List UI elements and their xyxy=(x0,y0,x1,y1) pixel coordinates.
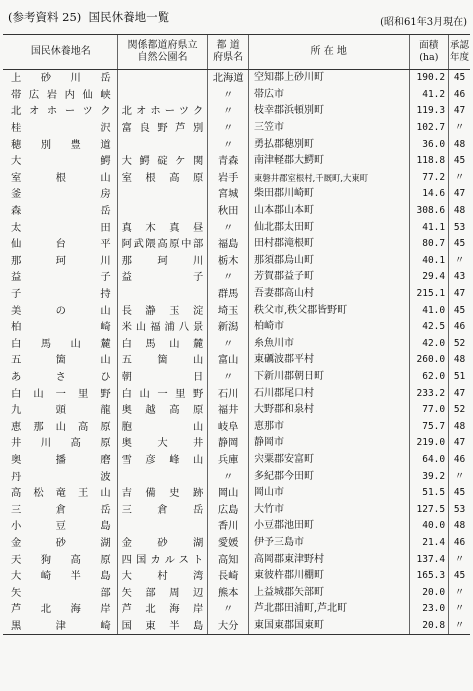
cell-area: 39.2 xyxy=(409,468,449,485)
cell-park-name: 那珂川 xyxy=(117,253,208,270)
cell-approval-year: 46 xyxy=(449,319,470,336)
table-row xyxy=(3,236,470,253)
cell-park-name: 胞山 xyxy=(117,418,208,435)
cell-location: 大野郡和泉村 xyxy=(248,402,409,419)
table-row xyxy=(3,269,470,286)
cell-park-name xyxy=(117,518,208,535)
cell-location: 宍粟郡安富町 xyxy=(248,452,409,469)
cell-park-name xyxy=(117,87,208,104)
cell-rest-area-name: あさひ xyxy=(11,370,111,383)
cell-rest-area-name: 黒津崎 xyxy=(3,618,117,635)
cell-area: 20.8 xyxy=(409,618,449,635)
cell-rest-area-name: 五箇山 xyxy=(11,354,111,367)
cell-rest-area-name: 北オホーツク xyxy=(11,105,111,118)
cell-park-name: 国東半島 xyxy=(117,618,208,635)
cell-approval-year: 45 xyxy=(449,568,470,585)
cell-location: 伊予三島市 xyxy=(248,535,409,552)
cell-rest-area-name: 白馬山麓 xyxy=(11,337,111,350)
cell-rest-area-name: 釜房 xyxy=(11,188,111,201)
cell-area: 20.0 xyxy=(409,584,449,601)
cell-rest-area-name: 子持 xyxy=(11,288,111,301)
cell-location: 柴田郡川崎町 xyxy=(248,186,409,203)
cell-park-name xyxy=(117,70,208,87)
cell-prefecture: 〃 xyxy=(208,468,249,485)
cell-rest-area-name: 白山一里野 xyxy=(11,387,111,400)
cell-location: 勇払郡穂別町 xyxy=(248,136,409,153)
cell-park-name: 富良野芦別 xyxy=(117,120,208,137)
cell-park-name: 長瀞玉淀 xyxy=(117,302,208,319)
cell-park-name: 大村湾 xyxy=(117,568,208,585)
cell-prefecture: 群馬 xyxy=(208,286,249,303)
cell-area: 42.5 xyxy=(409,319,449,336)
table-row xyxy=(3,219,470,236)
cell-location: 岡山市 xyxy=(248,485,409,502)
cell-park-name: 奥越高原 xyxy=(117,402,208,419)
table-row xyxy=(3,435,470,452)
page-title: 国民休養地一覧 xyxy=(88,10,170,24)
cell-area: 77.2 xyxy=(409,170,449,187)
cell-prefecture: 〃 xyxy=(208,120,249,137)
cell-rest-area-name: 小豆島 xyxy=(11,520,111,533)
col-header-year-line2: 年度 xyxy=(450,52,470,63)
table-row xyxy=(3,468,470,485)
cell-rest-area-name: 九頭龍 xyxy=(11,404,111,417)
cell-prefecture: 富山 xyxy=(208,352,249,369)
table-row xyxy=(3,336,470,353)
cell-park-name: 白馬山麓 xyxy=(117,336,208,353)
cell-approval-year: 48 xyxy=(449,136,470,153)
table-header-row xyxy=(3,35,470,70)
cell-location: 恵那市 xyxy=(248,418,409,435)
cell-park-name: 益子 xyxy=(117,269,208,286)
cell-prefecture: 福井 xyxy=(208,402,249,419)
table-row xyxy=(3,302,470,319)
cell-prefecture: 静岡 xyxy=(208,435,249,452)
cell-approval-year: 48 xyxy=(449,203,470,220)
cell-prefecture: 岩手 xyxy=(208,170,249,187)
cell-approval-year: 45 xyxy=(449,236,470,253)
cell-prefecture: 〃 xyxy=(208,87,249,104)
page-header xyxy=(0,0,473,34)
cell-prefecture: 埼玉 xyxy=(208,302,249,319)
cell-prefecture: 熊本 xyxy=(208,584,249,601)
cell-location: 田村郡滝根町 xyxy=(248,236,409,253)
cell-location: 帯広市 xyxy=(248,87,409,104)
table-row xyxy=(3,485,470,502)
cell-location: 石川郡尾口村 xyxy=(248,385,409,402)
cell-rest-area-name: 三倉岳 xyxy=(11,503,111,516)
col-header-pref-line1: 都 道 xyxy=(216,40,240,51)
cell-prefecture: 香川 xyxy=(208,518,249,535)
cell-area: 137.4 xyxy=(409,551,449,568)
cell-park-name: 米山福浦八景 xyxy=(117,319,208,336)
cell-prefecture: 〃 xyxy=(208,219,249,236)
cell-approval-year: 48 xyxy=(449,352,470,369)
cell-approval-year: 〃 xyxy=(449,468,470,485)
cell-rest-area-name: 美の山 xyxy=(11,304,111,317)
table-row xyxy=(3,136,470,153)
cell-prefecture: 〃 xyxy=(208,103,249,120)
cell-location: 柏崎市 xyxy=(248,319,409,336)
cell-area: 165.3 xyxy=(409,568,449,585)
cell-location: 山本郡山本町 xyxy=(248,203,409,220)
cell-rest-area-name: 上砂川岳 xyxy=(11,72,111,85)
cell-rest-area-name: 益子 xyxy=(11,271,111,284)
cell-location: 秩父市,秩父郡皆野町 xyxy=(248,302,409,319)
cell-area: 80.7 xyxy=(409,236,449,253)
cell-area: 119.3 xyxy=(409,103,449,120)
cell-approval-year: 46 xyxy=(449,452,470,469)
cell-area: 51.5 xyxy=(409,485,449,502)
cell-prefecture: 〃 xyxy=(208,369,249,386)
cell-rest-area-name: 森岳 xyxy=(11,205,111,218)
col-header-pref-line2: 府県名 xyxy=(213,52,244,63)
cell-park-name: 大鰐碇ケ関 xyxy=(117,153,208,170)
cell-prefecture: 岐阜 xyxy=(208,418,249,435)
cell-location: 東磐井郡室根村,千厩町,大東町 xyxy=(248,170,409,187)
cell-park-name: 室根高原 xyxy=(117,170,208,187)
cell-area: 233.2 xyxy=(409,385,449,402)
cell-rest-area-name: 那珂川 xyxy=(11,254,111,267)
cell-approval-year: 〃 xyxy=(449,551,470,568)
cell-location: 静岡市 xyxy=(248,435,409,452)
cell-approval-year: 48 xyxy=(449,418,470,435)
col-header-park-line2: 自然公園名 xyxy=(137,52,188,63)
table-row xyxy=(3,203,470,220)
cell-rest-area-name: 穂別豊道 xyxy=(11,138,111,151)
cell-park-name xyxy=(117,186,208,203)
cell-park-name: 吉備史跡 xyxy=(117,485,208,502)
cell-location: 東国東郡国東町 xyxy=(248,618,409,635)
cell-prefecture: 広島 xyxy=(208,501,249,518)
cell-approval-year: 45 xyxy=(449,70,470,87)
cell-location: 東礪波郡平村 xyxy=(248,352,409,369)
table-row xyxy=(3,70,470,87)
cell-location: 東彼杵郡川棚町 xyxy=(248,568,409,585)
col-header-location: 所 在 地 xyxy=(248,35,409,70)
cell-park-name: 五箇山 xyxy=(117,352,208,369)
cell-area: 219.0 xyxy=(409,435,449,452)
cell-area: 14.6 xyxy=(409,186,449,203)
reference-label: (参考資料 25) xyxy=(8,10,82,24)
cell-approval-year: 51 xyxy=(449,369,470,386)
cell-approval-year: 43 xyxy=(449,269,470,286)
cell-rest-area-name: 金砂湖 xyxy=(11,536,111,549)
cell-approval-year: 〃 xyxy=(449,618,470,635)
cell-prefecture: 石川 xyxy=(208,385,249,402)
table-row xyxy=(3,618,470,635)
cell-location: 枝幸郡浜頓別町 xyxy=(248,103,409,120)
table-row xyxy=(3,518,470,535)
cell-rest-area-name: 恵那山高原 xyxy=(11,420,111,433)
cell-rest-area-name: 大崎半島 xyxy=(11,570,111,583)
cell-location: 糸魚川市 xyxy=(248,336,409,353)
cell-area: 75.7 xyxy=(409,418,449,435)
document-heading xyxy=(8,9,169,25)
table-row xyxy=(3,253,470,270)
cell-prefecture: 青森 xyxy=(208,153,249,170)
cell-area: 102.7 xyxy=(409,120,449,137)
cell-rest-area-name: 大鰐 xyxy=(11,155,111,168)
cell-area: 190.2 xyxy=(409,70,449,87)
cell-location: 芳賀郡益子町 xyxy=(248,269,409,286)
cell-prefecture: 長崎 xyxy=(208,568,249,585)
table-row xyxy=(3,369,470,386)
cell-approval-year: 〃 xyxy=(449,120,470,137)
table-row xyxy=(3,535,470,552)
cell-approval-year: 45 xyxy=(449,485,470,502)
cell-rest-area-name: 丹波 xyxy=(11,470,111,483)
table-row xyxy=(3,286,470,303)
cell-location: 上益城郡矢部町 xyxy=(248,584,409,601)
cell-park-name: 雪彦峰山 xyxy=(117,452,208,469)
cell-rest-area-name: 井川高原 xyxy=(11,437,111,450)
cell-park-name xyxy=(117,468,208,485)
cell-approval-year: 47 xyxy=(449,435,470,452)
cell-location: 空知郡上砂川町 xyxy=(248,70,409,87)
col-header-name: 国民休養地名 xyxy=(3,35,117,70)
cell-prefecture: 兵庫 xyxy=(208,452,249,469)
cell-prefecture: 〃 xyxy=(208,136,249,153)
cell-prefecture: 愛媛 xyxy=(208,535,249,552)
cell-park-name: 三倉岳 xyxy=(117,501,208,518)
table-row xyxy=(3,87,470,104)
cell-prefecture: 栃木 xyxy=(208,253,249,270)
cell-park-name: 四国カルスト xyxy=(117,551,208,568)
cell-prefecture: 高知 xyxy=(208,551,249,568)
cell-rest-area-name: 桂沢 xyxy=(11,122,111,135)
cell-prefecture: 北海道 xyxy=(208,70,249,87)
cell-approval-year: 53 xyxy=(449,501,470,518)
col-header-park xyxy=(117,35,208,70)
cell-prefecture: 大分 xyxy=(208,618,249,635)
cell-park-name: 北オホーツク xyxy=(117,103,208,120)
cell-approval-year: 45 xyxy=(449,302,470,319)
table-row xyxy=(3,568,470,585)
cell-prefecture: 〃 xyxy=(208,601,249,618)
cell-rest-area-name: 帯広岩内仙峡 xyxy=(11,88,111,101)
cell-location: 那須郡烏山町 xyxy=(248,253,409,270)
cell-location: 三笠市 xyxy=(248,120,409,137)
col-header-area-line1: 面積 xyxy=(419,40,439,51)
table-row xyxy=(3,418,470,435)
col-header-year-line1: 承認 xyxy=(450,40,470,51)
table-row xyxy=(3,551,470,568)
cell-location: 小豆郡池田町 xyxy=(248,518,409,535)
cell-area: 62.0 xyxy=(409,369,449,386)
col-header-area xyxy=(409,35,449,70)
cell-area: 41.1 xyxy=(409,219,449,236)
cell-location: 高岡郡東津野村 xyxy=(248,551,409,568)
cell-approval-year: 46 xyxy=(449,87,470,104)
table-row xyxy=(3,601,470,618)
table-row xyxy=(3,170,470,187)
cell-approval-year: 48 xyxy=(449,518,470,535)
cell-area: 64.0 xyxy=(409,452,449,469)
cell-location: 芦北郡田浦町,芦北町 xyxy=(248,601,409,618)
cell-prefecture: 福島 xyxy=(208,236,249,253)
rest-area-table xyxy=(3,34,470,635)
as-of-date: (昭和61年3月現在) xyxy=(380,17,467,28)
cell-area: 118.8 xyxy=(409,153,449,170)
cell-rest-area-name: 柏崎 xyxy=(11,321,111,334)
cell-rest-area-name: 室根山 xyxy=(11,171,111,184)
cell-rest-area-name: 芦北海岸 xyxy=(11,603,111,616)
cell-park-name xyxy=(117,136,208,153)
table-row xyxy=(3,103,470,120)
table-row xyxy=(3,501,470,518)
cell-area: 308.6 xyxy=(409,203,449,220)
cell-park-name: 阿武隈高原中部 xyxy=(117,236,208,253)
cell-park-name: 奥大井 xyxy=(117,435,208,452)
cell-approval-year: 52 xyxy=(449,336,470,353)
table-row xyxy=(3,153,470,170)
cell-area: 42.0 xyxy=(409,336,449,353)
table-row xyxy=(3,319,470,336)
cell-area: 36.0 xyxy=(409,136,449,153)
cell-park-name: 金砂湖 xyxy=(117,535,208,552)
cell-area: 41.2 xyxy=(409,87,449,104)
table-row xyxy=(3,186,470,203)
cell-approval-year: 53 xyxy=(449,219,470,236)
cell-location: 吾妻郡高山村 xyxy=(248,286,409,303)
cell-location: 大竹市 xyxy=(248,501,409,518)
table-row xyxy=(3,402,470,419)
col-header-year xyxy=(449,35,470,70)
cell-area: 41.0 xyxy=(409,302,449,319)
cell-location: 仙北郡太田町 xyxy=(248,219,409,236)
cell-approval-year: 47 xyxy=(449,103,470,120)
cell-park-name: 芦北海岸 xyxy=(117,601,208,618)
cell-prefecture: 〃 xyxy=(208,269,249,286)
cell-approval-year: 〃 xyxy=(449,253,470,270)
table-row xyxy=(3,120,470,137)
table-body xyxy=(3,70,470,635)
cell-park-name: 矢部周辺 xyxy=(117,584,208,601)
cell-area: 215.1 xyxy=(409,286,449,303)
cell-approval-year: 〃 xyxy=(449,584,470,601)
table-row xyxy=(3,385,470,402)
cell-rest-area-name: 太田 xyxy=(11,221,111,234)
cell-area: 29.4 xyxy=(409,269,449,286)
table-row xyxy=(3,452,470,469)
col-header-area-line2: (ha) xyxy=(419,52,439,63)
cell-area: 23.0 xyxy=(409,601,449,618)
cell-area: 40.0 xyxy=(409,518,449,535)
cell-park-name: 朝日 xyxy=(117,369,208,386)
cell-park-name xyxy=(117,286,208,303)
cell-approval-year: 52 xyxy=(449,402,470,419)
cell-park-name: 真木真昼 xyxy=(117,219,208,236)
cell-prefecture: 秋田 xyxy=(208,203,249,220)
cell-rest-area-name: 奥播磨 xyxy=(11,453,111,466)
cell-approval-year: 〃 xyxy=(449,170,470,187)
cell-rest-area-name: 天狗高原 xyxy=(11,553,111,566)
cell-prefecture: 岡山 xyxy=(208,485,249,502)
cell-approval-year: 46 xyxy=(449,535,470,552)
cell-approval-year: 45 xyxy=(449,153,470,170)
cell-rest-area-name: 矢部 xyxy=(11,586,111,599)
cell-location: 多紀郡今田町 xyxy=(248,468,409,485)
cell-approval-year: 47 xyxy=(449,186,470,203)
col-header-park-line1: 関係都道府県立 xyxy=(127,40,198,51)
cell-rest-area-name: 仙台平 xyxy=(11,238,111,251)
table-row xyxy=(3,584,470,601)
cell-area: 127.5 xyxy=(409,501,449,518)
cell-park-name: 白山一里野 xyxy=(117,385,208,402)
cell-approval-year: 47 xyxy=(449,385,470,402)
cell-location: 南津軽郡大鰐町 xyxy=(248,153,409,170)
cell-area: 260.0 xyxy=(409,352,449,369)
cell-prefecture: 新潟 xyxy=(208,319,249,336)
cell-park-name xyxy=(117,203,208,220)
cell-approval-year: 47 xyxy=(449,286,470,303)
cell-area: 21.4 xyxy=(409,535,449,552)
cell-approval-year: 〃 xyxy=(449,601,470,618)
cell-rest-area-name: 高松竜王山 xyxy=(11,487,111,500)
cell-location: 下新川郡朝日町 xyxy=(248,369,409,386)
cell-prefecture: 宮城 xyxy=(208,186,249,203)
cell-area: 77.0 xyxy=(409,402,449,419)
cell-prefecture: 〃 xyxy=(208,336,249,353)
cell-area: 40.1 xyxy=(409,253,449,270)
table-row xyxy=(3,352,470,369)
col-header-pref xyxy=(208,35,249,70)
